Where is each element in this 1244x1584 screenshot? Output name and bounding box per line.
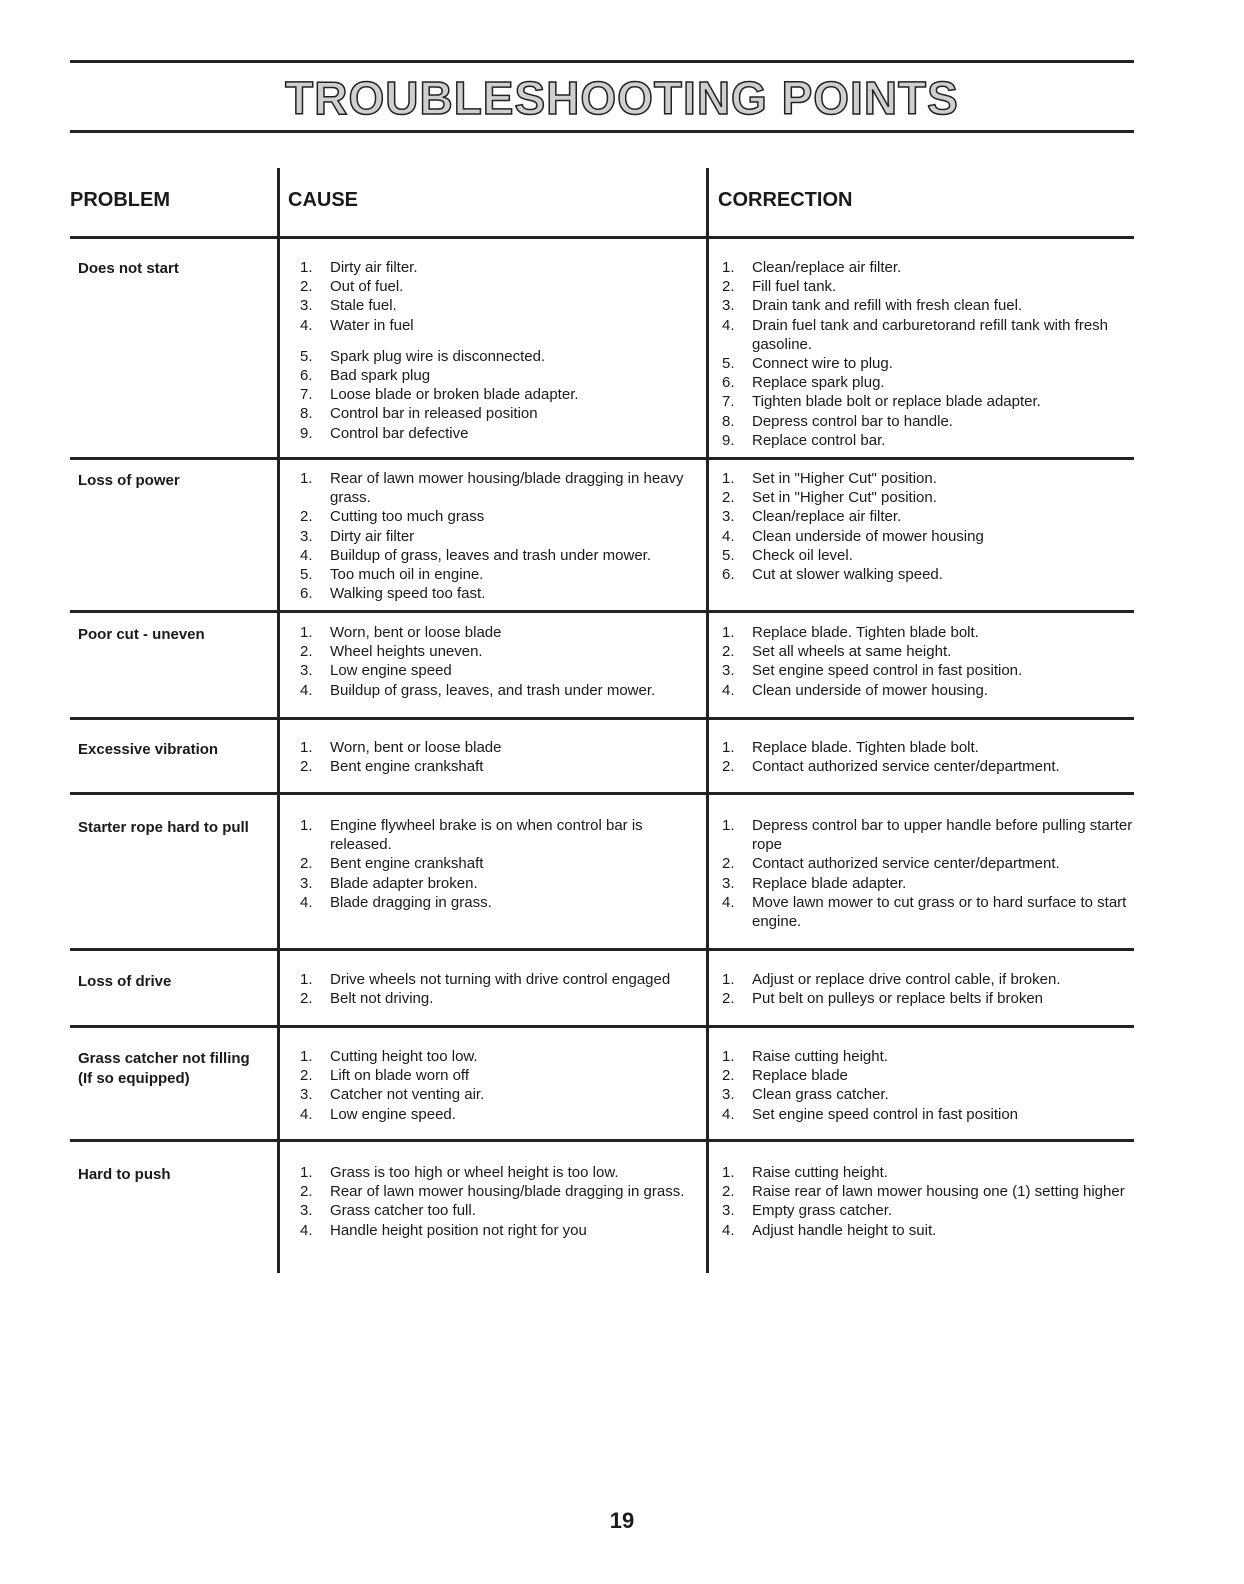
cause-item-text: Worn, bent or loose blade xyxy=(330,739,502,756)
cause-item xyxy=(300,757,700,776)
correction-item xyxy=(722,431,1134,450)
cause-item-number: 1. xyxy=(300,259,313,276)
correction-item-number: 3. xyxy=(722,297,735,315)
cause-item-text: Grass is too high or wheel height is too low. xyxy=(330,1164,619,1181)
row-divider xyxy=(70,1025,1134,1028)
correction-item xyxy=(722,316,1134,354)
correction-item-text: Raise cutting height. xyxy=(752,1048,888,1065)
cause-item-number: 3. xyxy=(300,527,313,545)
cause-item xyxy=(300,661,700,680)
cause-item-number: 1. xyxy=(300,1048,313,1065)
correction-item-number: 4. xyxy=(722,527,735,545)
cause-item xyxy=(300,623,700,642)
cause-item-text: Wheel heights uneven. xyxy=(330,643,483,661)
cause-item-number: 7. xyxy=(300,386,313,404)
cause-item-number: 4. xyxy=(300,1221,313,1239)
correction-item-number: 1. xyxy=(722,739,735,756)
correction-item-text: Empty grass catcher. xyxy=(752,1202,893,1220)
problem-label: Loss of power xyxy=(78,472,180,489)
cause-item-number: 1. xyxy=(300,470,313,487)
correction-item-number: 4. xyxy=(722,1105,735,1123)
correction-item xyxy=(722,1085,1134,1104)
correction-item-number: 4. xyxy=(722,681,735,699)
correction-item-text: Set engine speed control in fast position. xyxy=(752,662,1023,680)
cause-item xyxy=(300,1201,700,1220)
correction-item-number: 3. xyxy=(722,874,735,892)
correction-item-number: 4. xyxy=(722,316,735,334)
correction-item-number: 3. xyxy=(722,508,735,526)
cause-item-number: 2. xyxy=(300,990,313,1008)
correction-item-text: Drain fuel tank and carburetorand refill tank with fresh gasoline. xyxy=(752,316,1109,353)
correction-item xyxy=(722,527,1134,546)
correction-item xyxy=(722,546,1134,565)
cause-item-text: Blade dragging in grass. xyxy=(330,893,492,911)
correction-item-text: Set all wheels at same height. xyxy=(752,643,952,661)
problem-label: Poor cut - uneven xyxy=(78,626,205,643)
cause-item xyxy=(300,816,700,854)
correction-item xyxy=(722,893,1134,931)
correction-item xyxy=(722,1182,1134,1201)
correction-item-text: Replace spark plug. xyxy=(752,374,885,392)
row-divider xyxy=(70,948,1134,951)
cause-item xyxy=(300,546,700,565)
correction-item xyxy=(722,296,1134,315)
cause-item xyxy=(300,366,700,385)
cause-item-text: Water in fuel xyxy=(330,316,414,334)
correction-item-number: 1. xyxy=(722,624,735,641)
cause-item-number: 1. xyxy=(300,971,313,988)
cause-item-number: 2. xyxy=(300,278,313,296)
correction-item-text: Replace control bar. xyxy=(752,431,886,449)
correction-list xyxy=(722,469,1134,584)
cause-item-number: 1. xyxy=(300,1164,313,1181)
correction-item-text: Replace blade. Tighten blade bolt. xyxy=(752,739,979,756)
correction-list xyxy=(722,1163,1134,1240)
correction-item-number: 1. xyxy=(722,817,735,834)
cause-item-text: Buildup of grass, leaves, and trash under mower. xyxy=(330,681,656,699)
cause-item-number: 3. xyxy=(300,1202,313,1220)
correction-item-text: Depress control bar to handle. xyxy=(752,412,953,430)
correction-item xyxy=(722,565,1134,584)
cause-item-text: Cutting height too low. xyxy=(330,1048,478,1065)
correction-item-text: Connect wire to plug. xyxy=(752,355,893,373)
cause-list xyxy=(300,816,700,912)
cause-item xyxy=(300,347,700,366)
cause-item xyxy=(300,277,700,296)
problem-label: Does not start xyxy=(78,260,179,277)
correction-item xyxy=(722,1105,1134,1124)
row-divider xyxy=(70,792,1134,795)
cause-item-number: 3. xyxy=(300,1086,313,1104)
cause-item xyxy=(300,296,700,315)
correction-item-text: Clean grass catcher. xyxy=(752,1086,889,1104)
cause-item-number: 4. xyxy=(300,316,313,334)
cause-item xyxy=(300,527,700,546)
correction-item xyxy=(722,1066,1134,1085)
cause-item-text: Stale fuel. xyxy=(330,297,397,315)
problem-label: Starter rope hard to pull xyxy=(78,819,249,836)
column-divider-cause xyxy=(277,168,280,1273)
cause-item xyxy=(300,565,700,584)
header-cause: CAUSE xyxy=(288,189,359,211)
problem-label: Grass catcher not filling (If so equipped) xyxy=(78,1050,250,1087)
cause-item-number: 2. xyxy=(300,855,313,873)
correction-item xyxy=(722,874,1134,893)
correction-item xyxy=(722,854,1134,873)
correction-list xyxy=(722,816,1134,931)
correction-item xyxy=(722,1221,1134,1240)
cause-item-text: Worn, bent or loose blade xyxy=(330,624,502,641)
problem-label: Hard to push xyxy=(78,1166,171,1183)
cause-item-number: 3. xyxy=(300,297,313,315)
cause-item xyxy=(300,316,700,335)
correction-item xyxy=(722,354,1134,373)
header-problem: PROBLEM xyxy=(70,189,170,211)
cause-item xyxy=(300,1221,700,1240)
correction-item-number: 2. xyxy=(722,278,735,296)
correction-item-number: 2. xyxy=(722,855,735,873)
cause-list xyxy=(300,623,700,700)
cause-list xyxy=(300,738,700,776)
cause-item-number: 2. xyxy=(300,643,313,661)
cause-item xyxy=(300,469,700,507)
cause-item-number: 3. xyxy=(300,874,313,892)
cause-item-text: Rear of lawn mower housing/blade dragging in grass. xyxy=(330,1183,685,1201)
correction-item-number: 6. xyxy=(722,566,735,584)
correction-item-text: Put belt on pulleys or replace belts if broken xyxy=(752,990,1043,1008)
cause-item-number: 1. xyxy=(300,624,313,641)
correction-item-number: 5. xyxy=(722,546,735,564)
cause-item-text: Catcher not venting air. xyxy=(330,1086,485,1104)
correction-item-text: Set in "Higher Cut" position. xyxy=(752,470,937,487)
correction-item-number: 1. xyxy=(722,1164,735,1181)
correction-list xyxy=(722,623,1134,700)
correction-item xyxy=(722,507,1134,526)
correction-item-number: 1. xyxy=(722,971,735,988)
cause-item-text: Dirty air filter xyxy=(330,527,415,545)
cause-item-text: Bent engine crankshaft xyxy=(330,855,484,873)
correction-item-number: 6. xyxy=(722,374,735,392)
correction-item-text: Clean underside of mower housing xyxy=(752,527,984,545)
row-divider xyxy=(70,236,1134,239)
correction-item-text: Set in "Higher Cut" position. xyxy=(752,489,937,507)
correction-item-number: 2. xyxy=(722,758,735,776)
cause-item-text: Walking speed too fast. xyxy=(330,585,486,603)
correction-item-number: 3. xyxy=(722,1086,735,1104)
cause-item-text: Handle height position not right for you xyxy=(330,1221,587,1239)
cause-item-number: 6. xyxy=(300,585,313,603)
cause-item-number: 5. xyxy=(300,566,313,584)
correction-item xyxy=(722,392,1134,411)
cause-list xyxy=(300,1163,700,1240)
cause-item xyxy=(300,1163,700,1182)
cause-item xyxy=(300,1066,700,1085)
correction-item xyxy=(722,989,1134,1008)
correction-item-number: 3. xyxy=(722,1202,735,1220)
cause-item xyxy=(300,681,700,700)
cause-item-text: Dirty air filter. xyxy=(330,259,418,276)
correction-item-number: 7. xyxy=(722,393,735,411)
cause-item xyxy=(300,507,700,526)
correction-item-text: Raise rear of lawn mower housing one (1) setting higher xyxy=(752,1183,1125,1201)
cause-item xyxy=(300,1047,700,1066)
cause-item-number: 2. xyxy=(300,1067,313,1085)
cause-item-number: 4. xyxy=(300,893,313,911)
row-divider xyxy=(70,610,1134,613)
cause-item xyxy=(300,1085,700,1104)
cause-item-text: Rear of lawn mower housing/blade dragging in heavy grass. xyxy=(330,470,684,507)
correction-item xyxy=(722,277,1134,296)
cause-item-text: Loose blade or broken blade adapter. xyxy=(330,386,579,404)
correction-item xyxy=(722,661,1134,680)
correction-item-text: Set engine speed control in fast position xyxy=(752,1105,1019,1123)
correction-item-number: 4. xyxy=(722,893,735,911)
cause-item-number: 6. xyxy=(300,367,313,385)
correction-item-text: Move lawn mower to cut grass or to hard surface to start engine. xyxy=(752,893,1127,931)
correction-item-text: Raise cutting height. xyxy=(752,1164,888,1181)
cause-item-number: 4. xyxy=(300,681,313,699)
correction-item xyxy=(722,623,1134,642)
row-divider xyxy=(70,457,1134,460)
correction-item-number: 2. xyxy=(722,643,735,661)
correction-item xyxy=(722,642,1134,661)
cause-list xyxy=(300,1047,700,1124)
correction-item xyxy=(722,1047,1134,1066)
page-title: TROUBLESHOOTING POINTS xyxy=(285,72,959,124)
cause-item-text: Grass catcher too full. xyxy=(330,1202,476,1220)
cause-item-text: Lift on blade worn off xyxy=(330,1067,469,1085)
correction-item-text: Replace blade adapter. xyxy=(752,874,907,892)
cause-item-text: Low engine speed. xyxy=(330,1105,456,1123)
correction-item-text: Check oil level. xyxy=(752,546,853,564)
cause-item xyxy=(300,385,700,404)
cause-item-text: Low engine speed xyxy=(330,662,452,680)
cause-item-number: 4. xyxy=(300,546,313,564)
correction-item-number: 5. xyxy=(722,355,735,373)
cause-item-text: Engine flywheel brake is on when control bar is released. xyxy=(330,817,643,854)
cause-list xyxy=(300,469,700,603)
row-divider xyxy=(70,717,1134,720)
correction-item-number: 3. xyxy=(722,662,735,680)
cause-item-text: Control bar in released position xyxy=(330,405,538,423)
cause-item xyxy=(300,874,700,893)
cause-item-text: Drive wheels not turning with drive control engaged xyxy=(330,971,671,988)
correction-item-text: Adjust or replace drive control cable, if broken. xyxy=(752,971,1061,988)
cause-item-text: Bent engine crankshaft xyxy=(330,758,484,776)
correction-item xyxy=(722,469,1134,488)
correction-item-text: Depress control bar to upper handle before pulling starter rope xyxy=(752,817,1133,854)
cause-item-number: 1. xyxy=(300,739,313,756)
cause-item-text: Bad spark plug xyxy=(330,367,431,385)
cause-item xyxy=(300,970,700,989)
correction-item xyxy=(722,1163,1134,1182)
correction-item-text: Cut at slower walking speed. xyxy=(752,566,943,584)
correction-item-number: 1. xyxy=(722,470,735,487)
problem-label: Excessive vibration xyxy=(78,741,219,758)
correction-item xyxy=(722,816,1134,854)
correction-item xyxy=(722,488,1134,507)
correction-item xyxy=(722,970,1134,989)
correction-list xyxy=(722,738,1134,776)
cause-list xyxy=(300,258,700,443)
title-rule-top xyxy=(70,60,1134,63)
header-correction: CORRECTION xyxy=(718,189,853,211)
correction-item-text: Tighten blade bolt or replace blade adapter. xyxy=(752,393,1041,411)
correction-item-number: 9. xyxy=(722,431,735,449)
correction-item xyxy=(722,373,1134,392)
problem-label: Loss of drive xyxy=(78,973,172,990)
correction-item-text: Contact authorized service center/department. xyxy=(752,855,1060,873)
cause-item-text: Out of fuel. xyxy=(330,278,404,296)
title-rule-bottom xyxy=(70,130,1134,133)
correction-item-number: 2. xyxy=(722,1067,735,1085)
cause-item-text: Blade adapter broken. xyxy=(330,874,478,892)
correction-item-number: 4. xyxy=(722,1221,735,1239)
cause-item-text: Control bar defective xyxy=(330,424,469,442)
correction-item xyxy=(722,258,1134,277)
correction-item-number: 1. xyxy=(722,1048,735,1065)
column-divider-correction xyxy=(706,168,709,1273)
page-number: 19 xyxy=(609,1508,635,1533)
correction-item-text: Clean/replace air filter. xyxy=(752,259,902,276)
cause-item-number: 4. xyxy=(300,1105,313,1123)
cause-item xyxy=(300,258,700,277)
correction-list xyxy=(722,970,1134,1008)
correction-item-number: 8. xyxy=(722,412,735,430)
cause-item xyxy=(300,893,700,912)
cause-item-number: 2. xyxy=(300,508,313,526)
correction-list xyxy=(722,258,1134,450)
correction-item xyxy=(722,412,1134,431)
cause-item-number: 1. xyxy=(300,817,313,834)
cause-item xyxy=(300,584,700,603)
cause-item xyxy=(300,642,700,661)
cause-item xyxy=(300,854,700,873)
correction-item xyxy=(722,757,1134,776)
cause-item xyxy=(300,1182,700,1201)
correction-item-text: Fill fuel tank. xyxy=(752,278,837,296)
cause-item-number: 2. xyxy=(300,758,313,776)
correction-item-number: 1. xyxy=(722,259,735,276)
cause-item-text: Buildup of grass, leaves and trash under mower. xyxy=(330,546,652,564)
cause-item xyxy=(300,1105,700,1124)
correction-item-text: Drain tank and refill with fresh clean fuel. xyxy=(752,297,1023,315)
cause-item xyxy=(300,404,700,423)
correction-item-text: Replace blade xyxy=(752,1067,848,1085)
correction-item-text: Clean/replace air filter. xyxy=(752,508,902,526)
cause-item-text: Too much oil in engine. xyxy=(330,566,484,584)
cause-item-number: 2. xyxy=(300,1183,313,1201)
correction-item xyxy=(722,738,1134,757)
correction-item-text: Adjust handle height to suit. xyxy=(752,1221,937,1239)
cause-item-text: Cutting too much grass xyxy=(330,508,485,526)
cause-item xyxy=(300,989,700,1008)
cause-item-number: 9. xyxy=(300,424,313,442)
row-divider xyxy=(70,1139,1134,1142)
correction-item-number: 2. xyxy=(722,489,735,507)
correction-item-number: 2. xyxy=(722,1183,735,1201)
cause-item-number: 5. xyxy=(300,347,313,365)
cause-item-text: Belt not driving. xyxy=(330,990,434,1008)
cause-item-text: Spark plug wire is disconnected. xyxy=(330,347,546,365)
cause-item xyxy=(300,738,700,757)
correction-item-text: Clean underside of mower housing. xyxy=(752,681,988,699)
cause-item xyxy=(300,424,700,443)
correction-list xyxy=(722,1047,1134,1124)
correction-item xyxy=(722,1201,1134,1220)
cause-item-number: 8. xyxy=(300,405,313,423)
cause-item-number: 3. xyxy=(300,662,313,680)
correction-item-text: Replace blade. Tighten blade bolt. xyxy=(752,624,979,641)
cause-list xyxy=(300,970,700,1008)
correction-item-number: 2. xyxy=(722,990,735,1008)
correction-item-text: Contact authorized service center/department. xyxy=(752,758,1060,776)
correction-item xyxy=(722,681,1134,700)
